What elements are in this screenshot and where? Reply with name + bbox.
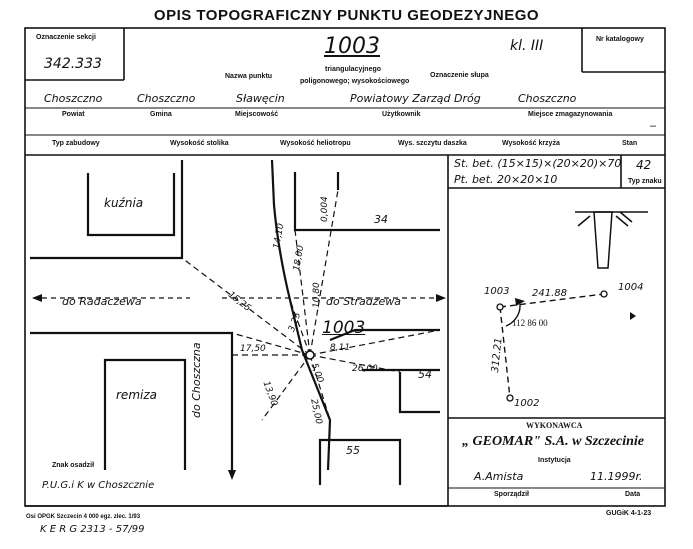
dist-1390: 13,90 xyxy=(260,380,279,408)
kerg-number: K E R G 2313 - 57/99 xyxy=(40,524,145,535)
label-remiza: remiza xyxy=(116,388,157,402)
post-label: Oznaczenie słupa xyxy=(430,72,489,79)
post-height-label: Wysokość stolika xyxy=(170,140,229,147)
stand-height-label: Wysokość heliotropu xyxy=(280,140,351,147)
dist-1080: 10,80 xyxy=(312,282,322,308)
network-dist-left: 312.21 xyxy=(490,337,505,374)
section-value: 342.333 xyxy=(44,56,102,72)
owner-label: Użytkownik xyxy=(382,111,421,118)
page-title: OPIS TOPOGRAFICZNY PUNKTU GEODEZYJNEGO xyxy=(153,7,540,24)
contractor-name: „ GEOMAR" S.A. w Szczecinie xyxy=(462,434,645,449)
dist-1750: 17,50 xyxy=(240,344,266,354)
state-value: – xyxy=(650,120,657,132)
locality-label: Miejscowość xyxy=(235,111,279,118)
catalog-label: Nr katalogowy xyxy=(596,36,644,43)
institution-label: Instytucja xyxy=(538,457,571,464)
contractor-label: WYKONAWCA xyxy=(526,421,583,430)
label-road-south: do Choszczna xyxy=(190,342,203,418)
county-value: Choszczno xyxy=(44,92,103,105)
label-point-1003: 1003 xyxy=(322,318,366,338)
mark-type-label: Typ znaku xyxy=(628,178,662,185)
network-point-1002: 1002 xyxy=(514,398,540,409)
mark-type-value: 42 xyxy=(636,158,652,172)
measure-lines xyxy=(182,190,440,420)
footer-left: Osi OPGK Szczecin 4 000 egz. zlec. 1/93 xyxy=(26,514,141,520)
mark-line-1: St. bet. (15×15)×(20×20)×70 xyxy=(454,157,622,170)
label-house-34: 34 xyxy=(374,213,388,226)
label-house-54: 54 xyxy=(418,368,432,381)
owner-value: Powiatowy Zarząd Dróg xyxy=(350,92,481,105)
network-point-1003: 1003 xyxy=(484,286,510,297)
dist-2500: 25,00 xyxy=(308,398,324,426)
locality-value: Sławęcin xyxy=(236,92,285,105)
building-55 xyxy=(320,440,400,485)
mark-line-2: Pt. bet. 20×20×10 xyxy=(454,173,558,186)
poligon-label: poligonowego; wysokościowego xyxy=(300,78,410,85)
commune-value: Choszczno xyxy=(137,92,196,105)
point-1003-marker xyxy=(306,351,314,359)
triangulation-label: triangulacyjnego xyxy=(325,66,382,73)
dist-2600: 26,00 xyxy=(352,364,378,374)
dist-1800: 18,00 xyxy=(292,244,307,272)
dist-811: 8,11 xyxy=(330,343,351,353)
label-house-55: 55 xyxy=(346,444,360,457)
board-height-label: Wys. szczytu daszka xyxy=(398,140,467,147)
sign-value: P.U.G.i K w Choszcznie xyxy=(42,480,155,491)
county-label: Powiat xyxy=(62,111,85,118)
network-dist-top: 241.88 xyxy=(532,288,567,299)
author-value: A.Amista xyxy=(474,470,524,483)
sign-label: Znak osadził xyxy=(52,462,95,469)
network-angle: 112 86 00 xyxy=(512,318,548,328)
dist-500: 5,00 xyxy=(308,362,325,385)
label-road-west: do Radaczewa xyxy=(62,295,142,308)
storage-value: Choszczno xyxy=(518,92,577,105)
date-label: Data xyxy=(625,491,641,498)
dist-1525: 15,25 xyxy=(225,290,253,314)
cross-height-label: Wysokość krzyża xyxy=(502,140,560,147)
commune-label: Gmina xyxy=(150,111,172,118)
date-value: 11.1999r. xyxy=(590,470,643,483)
site-sketch xyxy=(30,160,440,485)
mark-section xyxy=(575,212,648,268)
storage-label: Miejsce zmagazynowania xyxy=(528,111,613,118)
section-label: Oznaczenie sekcji xyxy=(36,34,96,41)
network-point-1004: 1004 xyxy=(618,282,644,293)
author-label: Sporządził xyxy=(494,491,530,498)
label-kuznia: kuźnia xyxy=(104,196,144,210)
footer-right: GUGiK 4-1-23 xyxy=(606,510,652,517)
dist-1410: 14,10 xyxy=(272,222,287,250)
point-class: kl. III xyxy=(510,38,544,54)
state-label: Stan xyxy=(622,140,638,147)
point-number: 1003 xyxy=(324,34,380,59)
building-remiza xyxy=(105,360,185,470)
label-road-east: do Stradzewa xyxy=(326,295,402,308)
dist-0004: 0,004 xyxy=(320,196,330,222)
dist-325: 3,25 xyxy=(287,311,304,334)
build-type-label: Typ zabudowy xyxy=(52,140,100,147)
point-name-label: Nazwa punktu xyxy=(225,73,273,80)
network-diagram xyxy=(500,294,604,398)
